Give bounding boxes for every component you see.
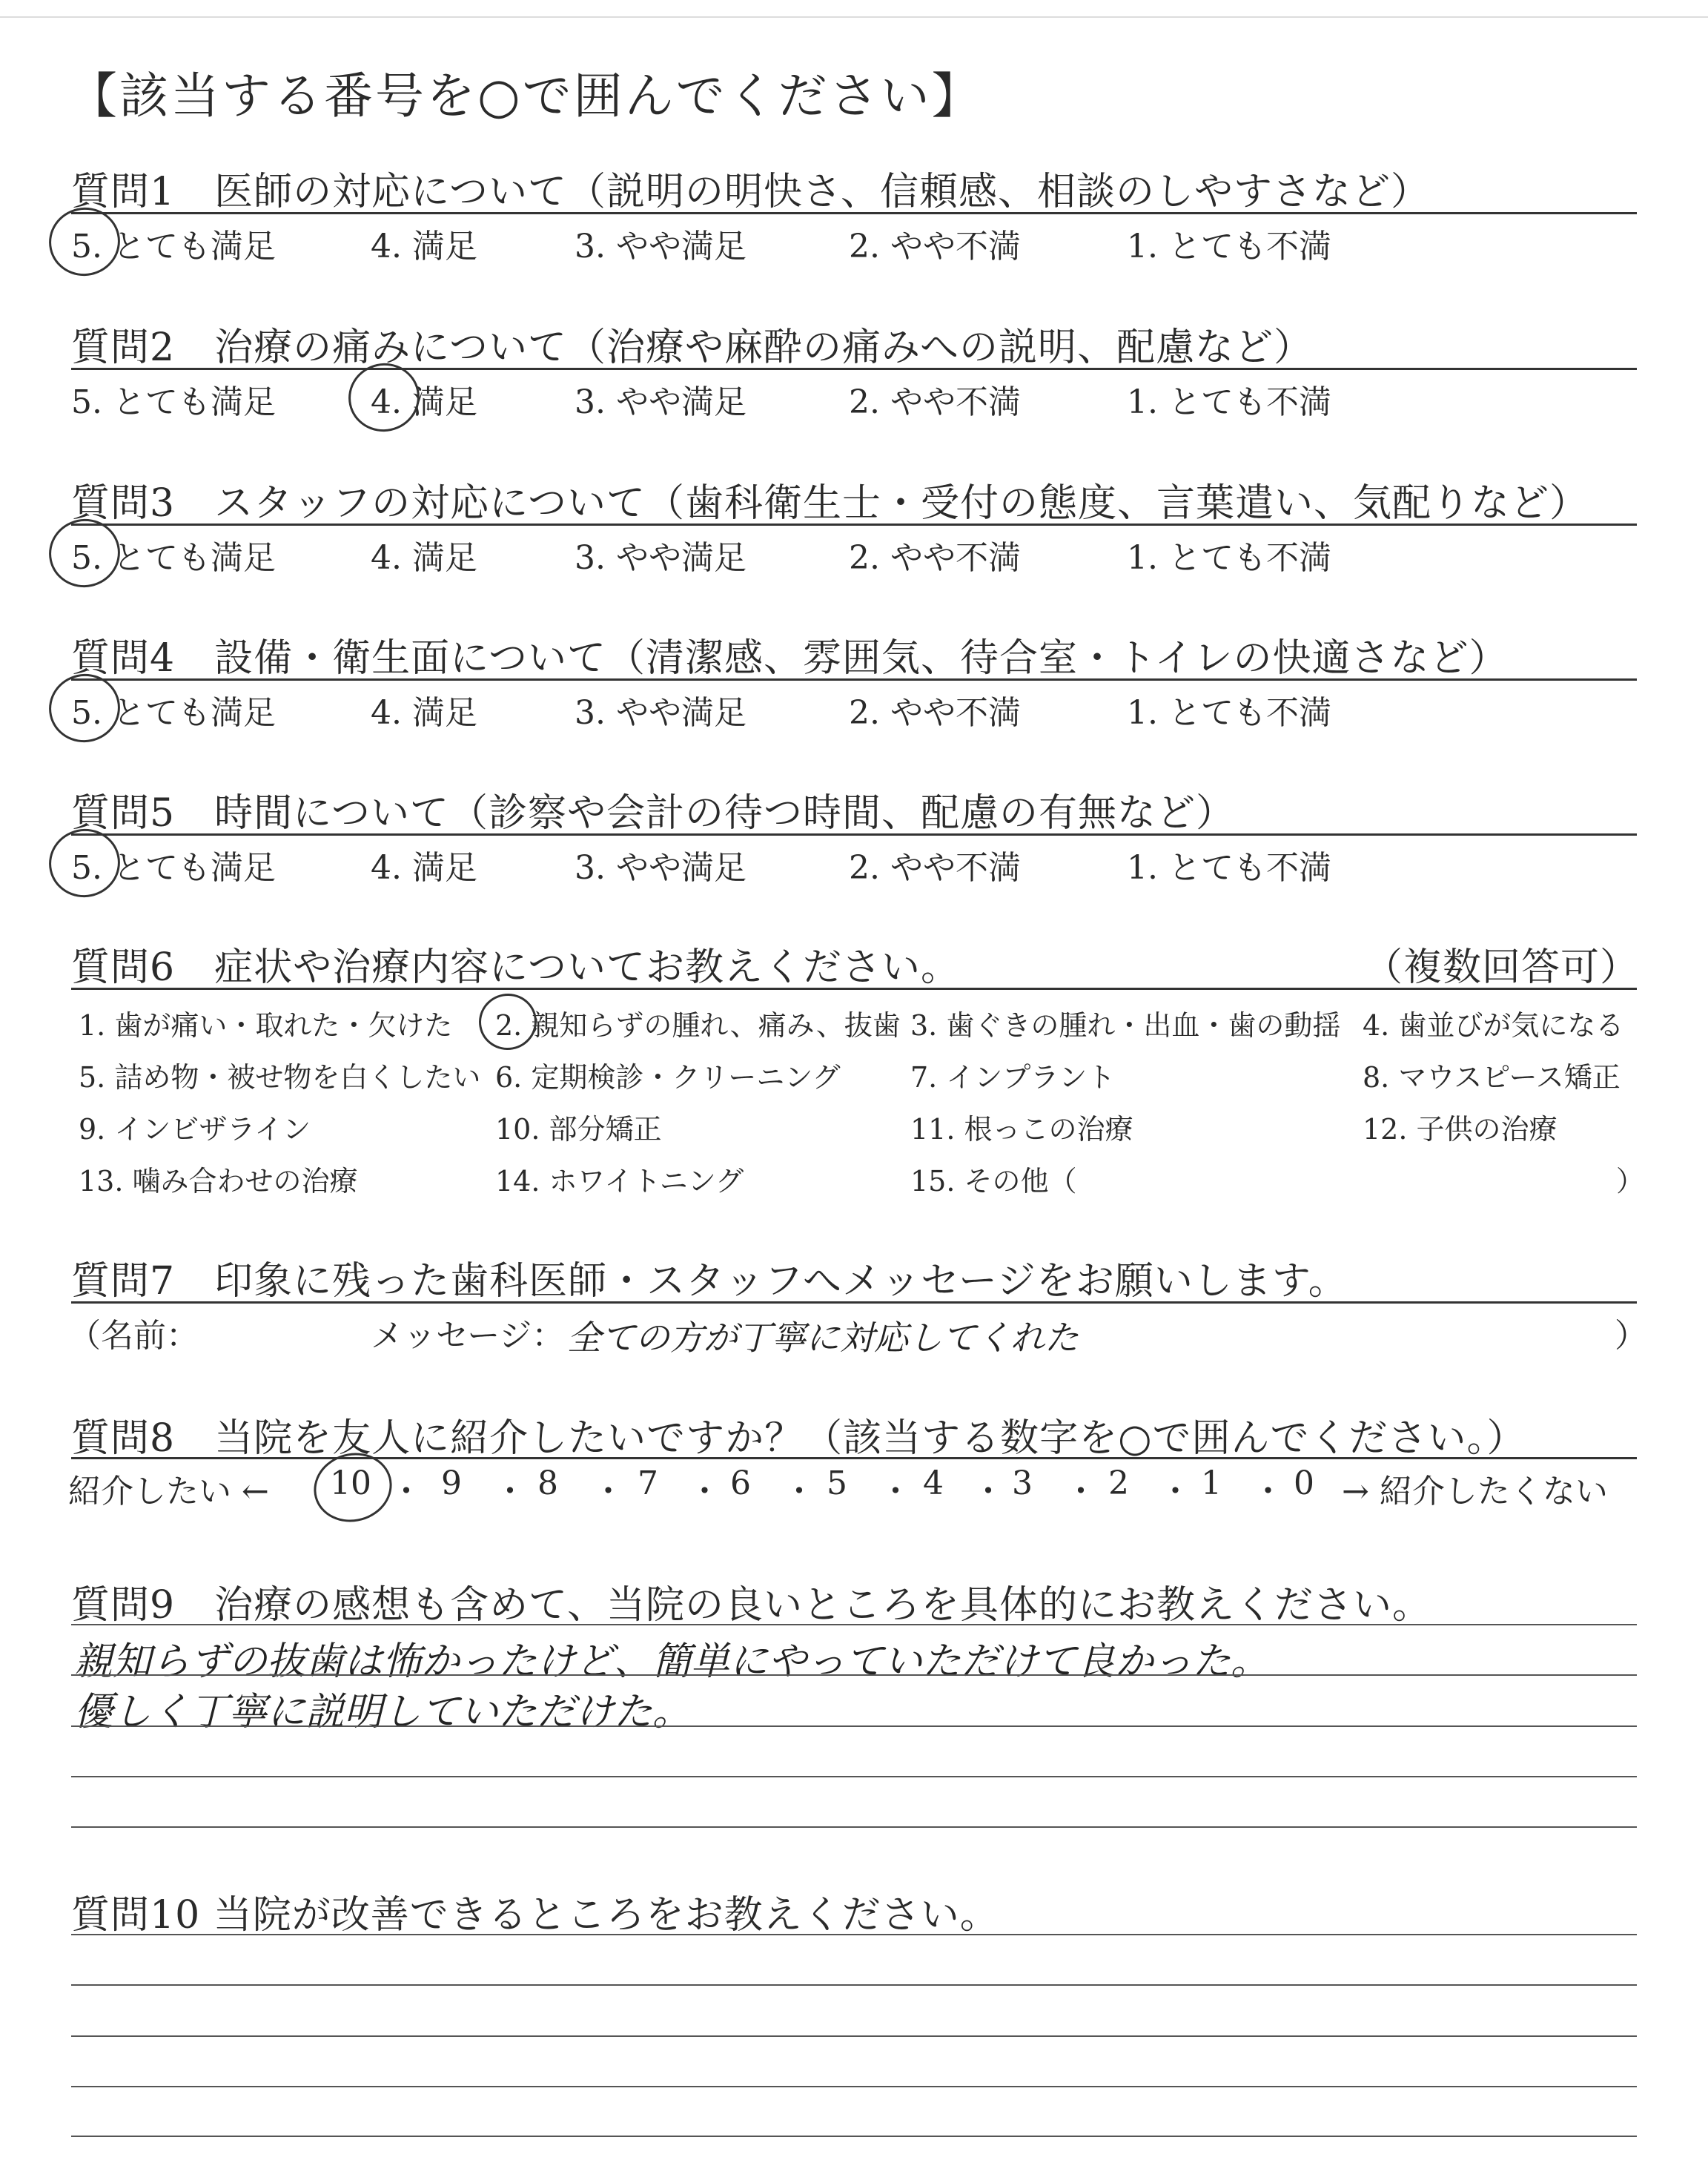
- q9-line-1: [71, 1624, 1637, 1625]
- q6-option-7: 7. インプラント: [910, 1061, 1116, 1094]
- q6-option-5: 5. 詰め物・被せ物を白くしたい: [79, 1061, 481, 1094]
- q8-separator: ・: [390, 1473, 423, 1510]
- q8-separator: ・: [879, 1473, 912, 1510]
- q5-option-2: 2. やや不満: [849, 849, 1021, 887]
- q4-option-5: 5. とても満足: [71, 694, 276, 732]
- q2-rule: [71, 368, 1637, 370]
- q5-option-3: 3. やや満足: [575, 849, 747, 887]
- q5-option-4: 4. 満足: [371, 849, 477, 887]
- q5-option-1: 1. とても不満: [1127, 849, 1331, 887]
- q5-title: 質問5 時間について（診察や会計の待つ時間、配慮の有無など）: [71, 791, 1236, 836]
- q2-option-3: 3. やや満足: [575, 383, 747, 421]
- q2-option-1: 1. とても不満: [1127, 383, 1331, 421]
- q8-right-label: → 紹介したくない: [1342, 1473, 1608, 1510]
- q2-title: 質問2 治療の痛みについて（治療や麻酔の痛みへの説明、配慮など）: [71, 326, 1314, 370]
- q1-option-2: 2. やや不満: [849, 228, 1021, 265]
- q9-answer-line-1: 親知らずの抜歯は怖かったけど、簡単にやっていただけて良かった。: [74, 1639, 1270, 1684]
- q1-option-5: 5. とても満足: [71, 228, 276, 265]
- q4-title: 質問4 設備・衛生面について（清潔感、雰囲気、待合室・トイレの快適さなど）: [71, 636, 1509, 681]
- q1-option-4: 4. 満足: [371, 228, 477, 265]
- q10-line-5: [71, 2136, 1637, 2137]
- q6-option-3: 3. 歯ぐきの腫れ・出血・歯の動揺: [910, 1009, 1341, 1042]
- q6-selected-circle: [474, 989, 541, 1054]
- q4-option-2: 2. やや不満: [849, 694, 1021, 732]
- q9-line-4: [71, 1776, 1637, 1777]
- q4-option-4: 4. 満足: [371, 694, 477, 732]
- q9-answer-line-2: 優しく丁寧に説明していただけた。: [74, 1690, 692, 1734]
- q10-line-3: [71, 2035, 1637, 2037]
- instruction-header: 【該当する番号を○で囲んでください】: [68, 67, 983, 125]
- q3-option-2: 2. やや不満: [849, 539, 1021, 577]
- q8-separator: ・: [1065, 1473, 1097, 1510]
- q6-option-9: 9. インビザライン: [79, 1113, 311, 1146]
- q1-option-1: 1. とても不満: [1127, 228, 1331, 265]
- q8-scale-5: 5: [827, 1464, 847, 1502]
- q6-option-16: ）: [1616, 1165, 1645, 1198]
- q5-rule: [71, 833, 1637, 836]
- q8-scale-3: 3: [1012, 1464, 1033, 1502]
- q8-scale-7: 7: [638, 1464, 658, 1502]
- q6-option-14: 14. ホワイトニング: [495, 1165, 744, 1198]
- q6-rule: [71, 988, 1637, 990]
- q8-separator: ・: [783, 1473, 815, 1510]
- q3-option-1: 1. とても不満: [1127, 539, 1331, 577]
- q4-rule: [71, 678, 1637, 681]
- q8-scale-4: 4: [923, 1464, 944, 1502]
- q3-rule: [71, 524, 1637, 526]
- q8-separator: ・: [592, 1473, 625, 1510]
- q9-line-3: [71, 1725, 1637, 1727]
- q6-option-10: 10. 部分矯正: [495, 1113, 662, 1146]
- q9-line-5: [71, 1826, 1637, 1828]
- q3-option-5: 5. とても満足: [71, 539, 276, 577]
- q6-title: 質問6 症状や治療内容についてお教えください。: [71, 945, 961, 990]
- q8-scale-1: 1: [1201, 1464, 1222, 1502]
- q7-name-label: （名前：: [68, 1317, 199, 1355]
- q8-rule: [71, 1457, 1637, 1459]
- q2-option-4: 4. 満足: [371, 383, 477, 421]
- q8-separator: ・: [494, 1473, 526, 1510]
- q4-option-3: 3. やや満足: [575, 694, 747, 732]
- q6-option-13: 13. 噛み合わせの治療: [79, 1165, 358, 1198]
- q5-option-5: 5. とても満足: [71, 849, 276, 887]
- q10-title: 質問10 当院が改善できるところをお教えください。: [71, 1893, 999, 1938]
- q8-separator: ・: [1251, 1473, 1285, 1510]
- q1-rule: [71, 212, 1637, 214]
- q2-option-5: 5. とても満足: [71, 383, 276, 421]
- q6-option-1: 1. 歯が痛い・取れた・欠けた: [79, 1009, 453, 1042]
- q8-scale-0: 0: [1294, 1464, 1314, 1502]
- q7-message-handwritten: 全ての方が丁寧に対応してくれた: [567, 1318, 1079, 1358]
- q7-message-label: メッセージ：: [371, 1317, 565, 1355]
- q8-separator: ・: [688, 1473, 721, 1510]
- q8-scale-6: 6: [730, 1464, 751, 1502]
- q8-title: 質問8 当院を友人に紹介したいですか？（該当する数字を○で囲んでください。）: [71, 1416, 1526, 1461]
- q4-option-1: 1. とても不満: [1127, 694, 1331, 732]
- q1-option-3: 3. やや満足: [575, 228, 747, 265]
- q8-scale-10: 10: [330, 1464, 371, 1502]
- q8-scale-9: 9: [441, 1464, 462, 1502]
- q3-option-4: 4. 満足: [371, 539, 477, 577]
- q1-title: 質問1 医師の対応について（説明の明快さ、信頼感、相談のしやすさなど）: [71, 170, 1430, 214]
- q3-title: 質問3 スタッフの対応について（歯科衛生士・受付の態度、言葉遣い、気配りなど）: [71, 481, 1589, 526]
- q7-close-paren: ）: [1615, 1317, 1647, 1355]
- q9-title: 質問9 治療の感想も含めて、当院の良いところを具体的にお教えください。: [71, 1583, 1432, 1628]
- q10-line-2: [71, 1984, 1637, 1986]
- q8-left-label: 紹介したい ←: [68, 1473, 269, 1510]
- q8-separator: ・: [972, 1473, 1004, 1510]
- q6-option-6: 6. 定期検診・クリーニング: [495, 1061, 841, 1094]
- q7-title: 質問7 印象に残った歯科医師・スタッフへメッセージをお願いします。: [71, 1259, 1348, 1304]
- scan-edge: [0, 16, 1708, 18]
- q6-option-11: 11. 根っこの治療: [910, 1113, 1133, 1146]
- q9-line-2: [71, 1674, 1637, 1676]
- q6-option-15: 15. その他（: [910, 1165, 1077, 1198]
- q6-option-4: 4. 歯並びが気になる: [1363, 1009, 1624, 1042]
- q3-option-3: 3. やや満足: [575, 539, 747, 577]
- q6-option-2: 2. 親知らずの腫れ、痛み、抜歯: [495, 1009, 901, 1042]
- q10-line-1: [71, 1934, 1637, 1935]
- q6-option-12: 12. 子供の治療: [1363, 1113, 1558, 1146]
- q8-separator: ・: [1159, 1473, 1192, 1510]
- q6-note: （複数回答可）: [1364, 945, 1640, 990]
- q8-scale-2: 2: [1108, 1464, 1129, 1502]
- q8-scale-8: 8: [537, 1464, 558, 1502]
- q2-option-2: 2. やや不満: [849, 383, 1021, 421]
- q10-line-4: [71, 2086, 1637, 2087]
- q6-option-8: 8. マウスピース矯正: [1363, 1061, 1621, 1094]
- q7-rule: [71, 1301, 1637, 1304]
